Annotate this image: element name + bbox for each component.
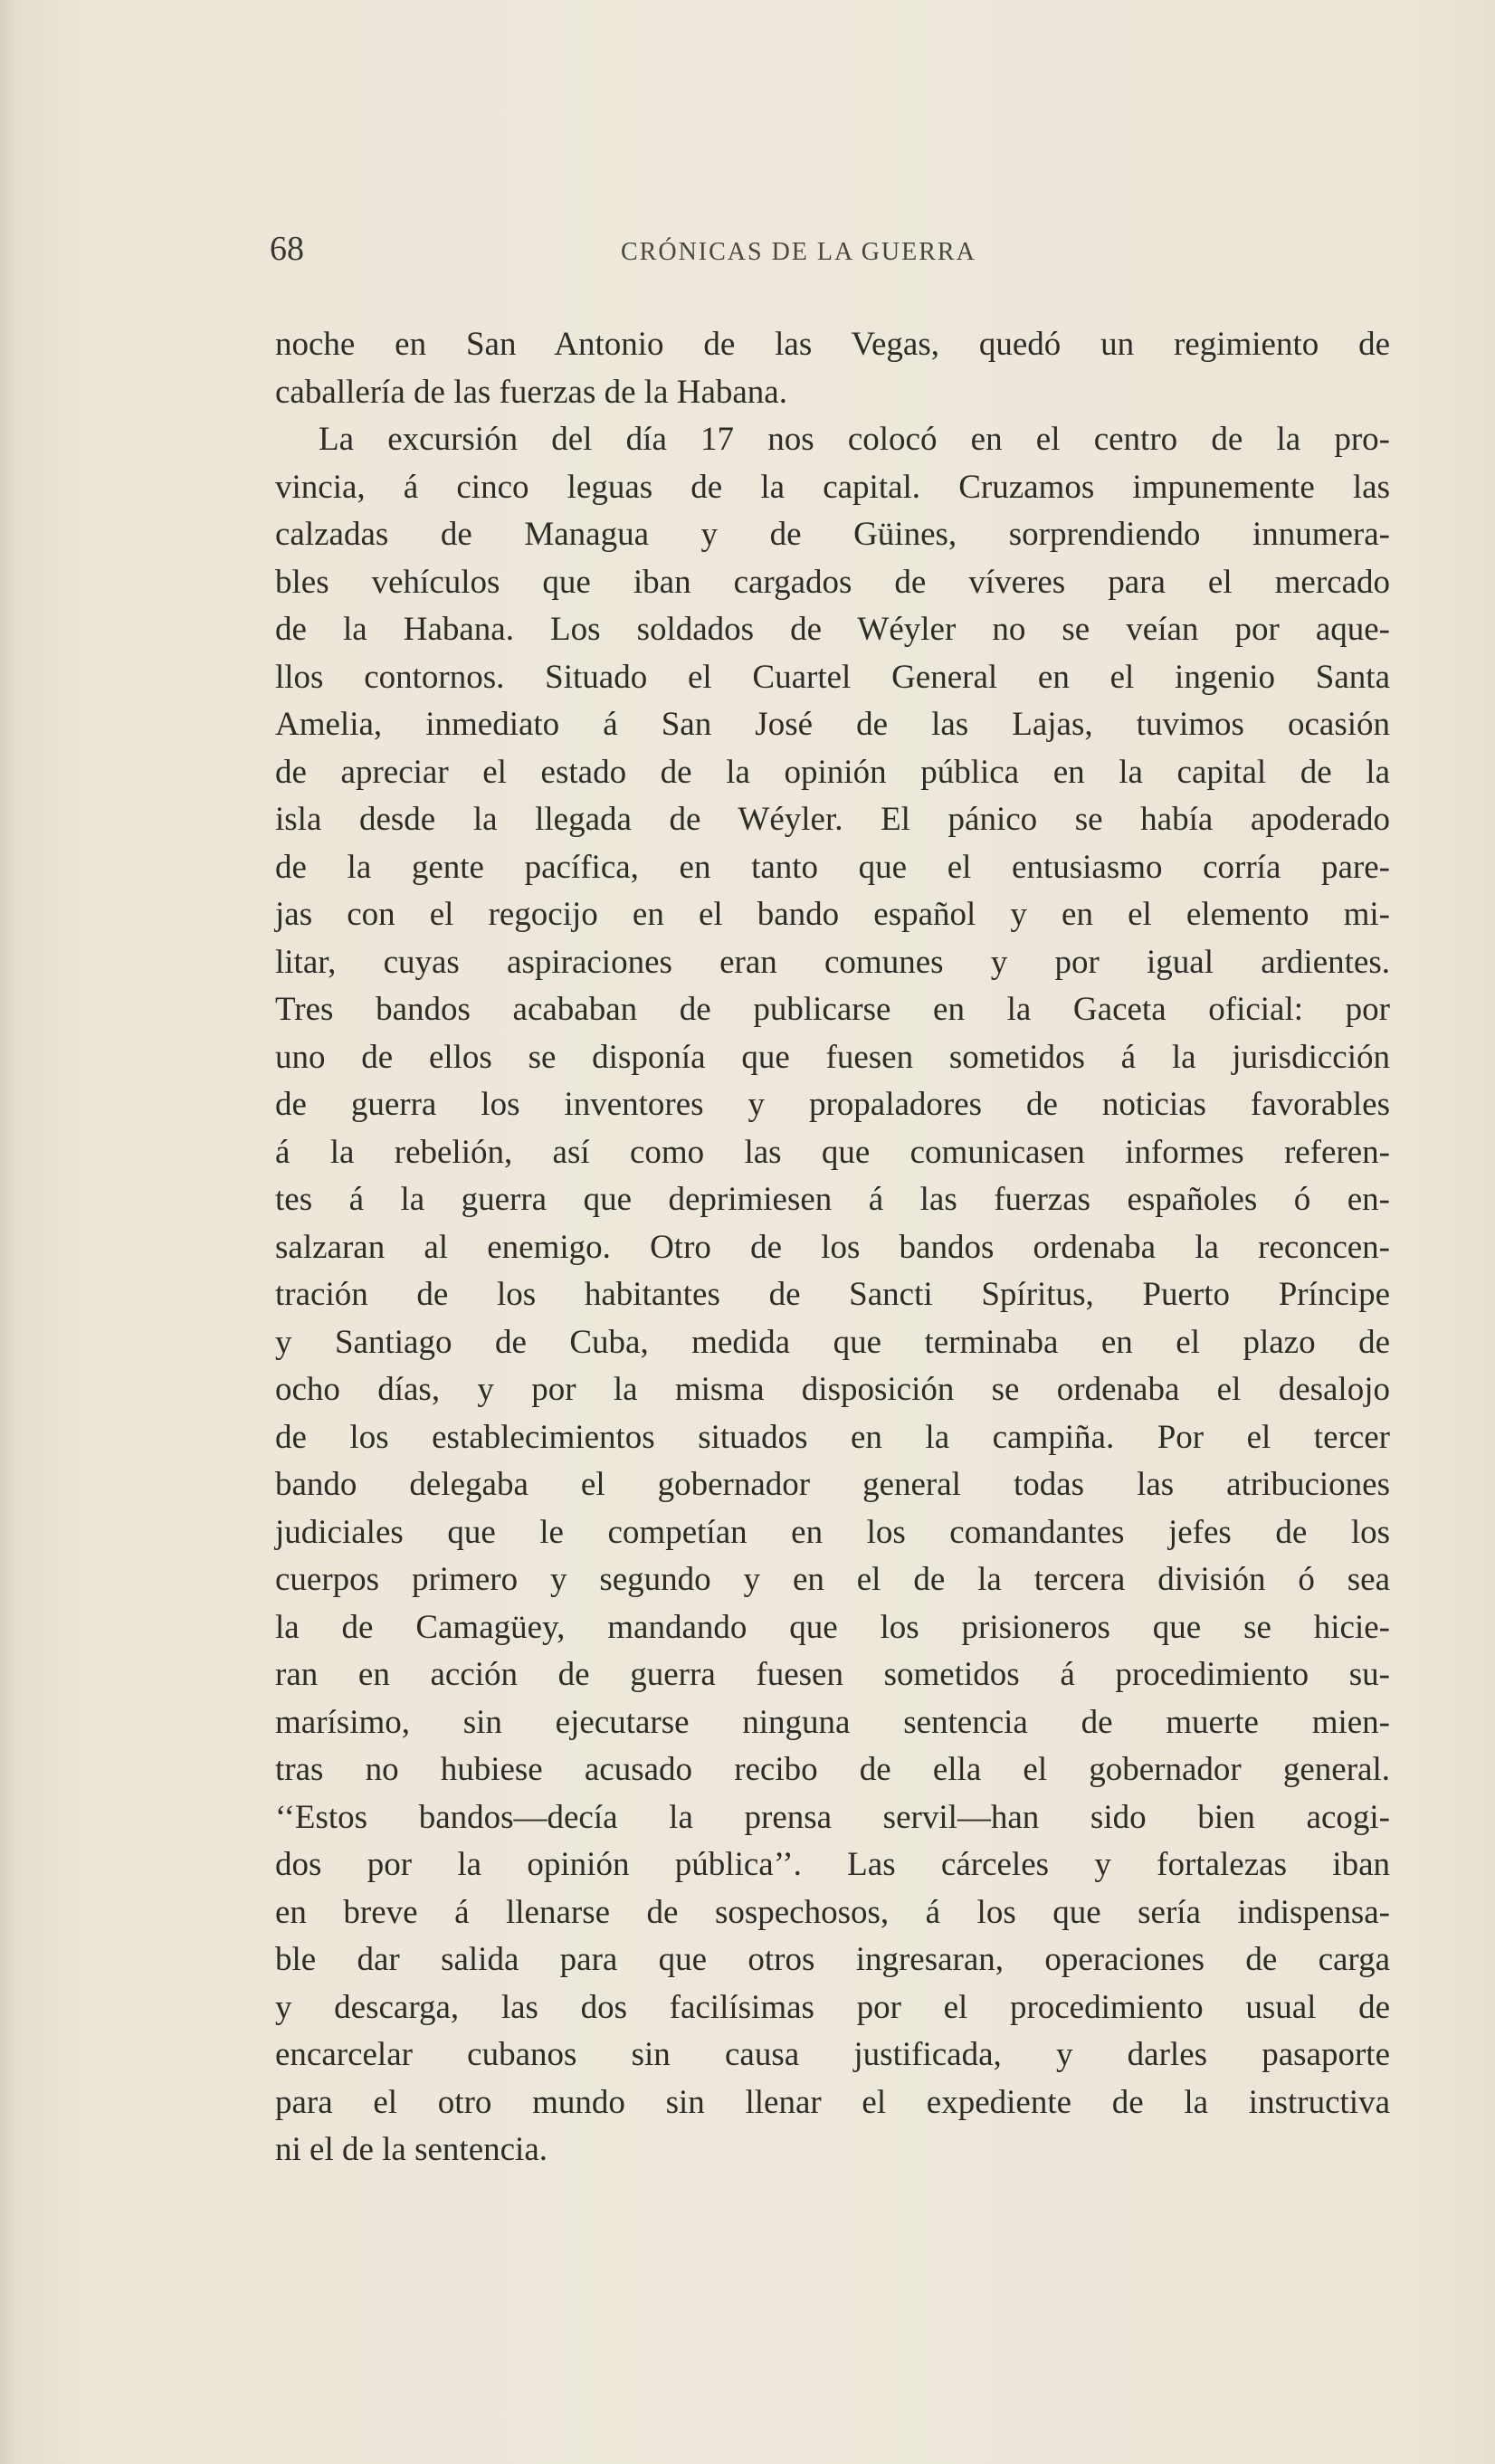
text-line: salzaran al enemigo. Otro de los bandos ordenaba la reconcen- [275,1228,1390,1266]
text-line: á la rebelión, así como las que comunicasen informes referen- [275,1133,1390,1171]
text-line: litar, cuyas aspiraciones eran comunes y por igual ardientes. [275,943,1390,981]
running-title: CRÓNICAS DE LA GUERRA [621,238,976,266]
text-line: encarcelar cubanos sin causa justificada, y darles pasaporte [275,2036,1390,2073]
text-line: Amelia, inmediato á San José de las Lajas, tuvimos ocasión [275,706,1390,743]
text-line: noche en San Antonio de las Vegas, quedó un regimiento de [275,326,1390,363]
text-line: llos contornos. Situado el Cuartel General en el ingenio Santa [275,658,1390,696]
text-line: judiciales que le competían en los comandantes jefes de los [275,1513,1390,1551]
text-line: ble dar salida para que otros ingresaran, operaciones de carga [275,1941,1390,1978]
page-number: 68 [270,230,304,268]
text-line: la de Camagüey, mandando que los prisioneros que se hicie- [275,1608,1390,1646]
text-line: y Santiago de Cuba, medida que terminaba en el plazo de [275,1323,1390,1361]
text-line: de los establecimientos situados en la campiña. Por el tercer [275,1418,1390,1456]
text-line: cuerpos primero y segundo y en el de la tercera división ó sea [275,1561,1390,1598]
text-line: para el otro mundo sin llenar el expediente de la instructiva [275,2083,1390,2121]
text-line: de apreciar el estado de la opinión pública en la capital de la [275,753,1390,791]
text-line: ran en acción de guerra fuesen sometidos á procedimiento su- [275,1656,1390,1693]
text-line: caballería de las fuerzas de la Habana. [275,373,787,411]
text-line: bles vehículos que iban cargados de víveres para el mercado [275,563,1390,601]
text-line: jas con el regocijo en el bando español y en el elemento mi- [275,896,1390,933]
text-line: Tres bandos acababan de publicarse en la Gaceta oficial: por [275,991,1390,1028]
text-line: tras no hubiese acusado recibo de ella el gobernador general. [275,1751,1390,1788]
text-line: uno de ellos se disponía que fuesen sometidos á la jurisdicción [275,1038,1390,1076]
text-line: bando delegaba el gobernador general todas las atribuciones [275,1466,1390,1503]
text-line: tración de los habitantes de Sancti Spíritus, Puerto Príncipe [275,1276,1390,1313]
text-line: dos por la opinión pública’’. Las cárceles y fortalezas iban [275,1846,1390,1883]
text-line: de la Habana. Los soldados de Wéyler no se veían por aque- [275,611,1390,648]
text-line: en breve á llenarse de sospechosos, á los que sería indispensa- [275,1893,1390,1931]
text-line: tes á la guerra que deprimiesen á las fuerzas españoles ó en- [275,1181,1390,1218]
text-line: ni el de la sentencia. [275,2131,548,2168]
text-line: ocho días, y por la misma disposición se ordenaba el desalojo [275,1371,1390,1408]
text-line: y descarga, las dos facilísimas por el procedimiento usual de [275,1988,1390,2026]
body-text [275,321,1390,2174]
text-line: vincia, á cinco leguas de la capital. Cruzamos impunemente las [275,468,1390,506]
text-line: ‘‘Estos bandos—decía la prensa servil—han sido bien acogi- [275,1798,1390,1836]
text-line: La excursión del día 17 nos colocó en el centro de la pro- [319,421,1390,458]
text-line: marísimo, sin ejecutarse ninguna sentencia de muerte mien- [275,1703,1390,1741]
text-line: isla desde la llegada de Wéyler. El pánico se había apoderado [275,801,1390,838]
text-line: calzadas de Managua y de Güines, sorprendiendo innumera- [275,516,1390,553]
page-gutter-shadow [0,0,16,2464]
page-header [270,226,1374,281]
text-line: de guerra los inventores y propaladores de noticias favorables [275,1086,1390,1123]
text-line: de la gente pacífica, en tanto que el entusiasmo corría pare- [275,848,1390,886]
